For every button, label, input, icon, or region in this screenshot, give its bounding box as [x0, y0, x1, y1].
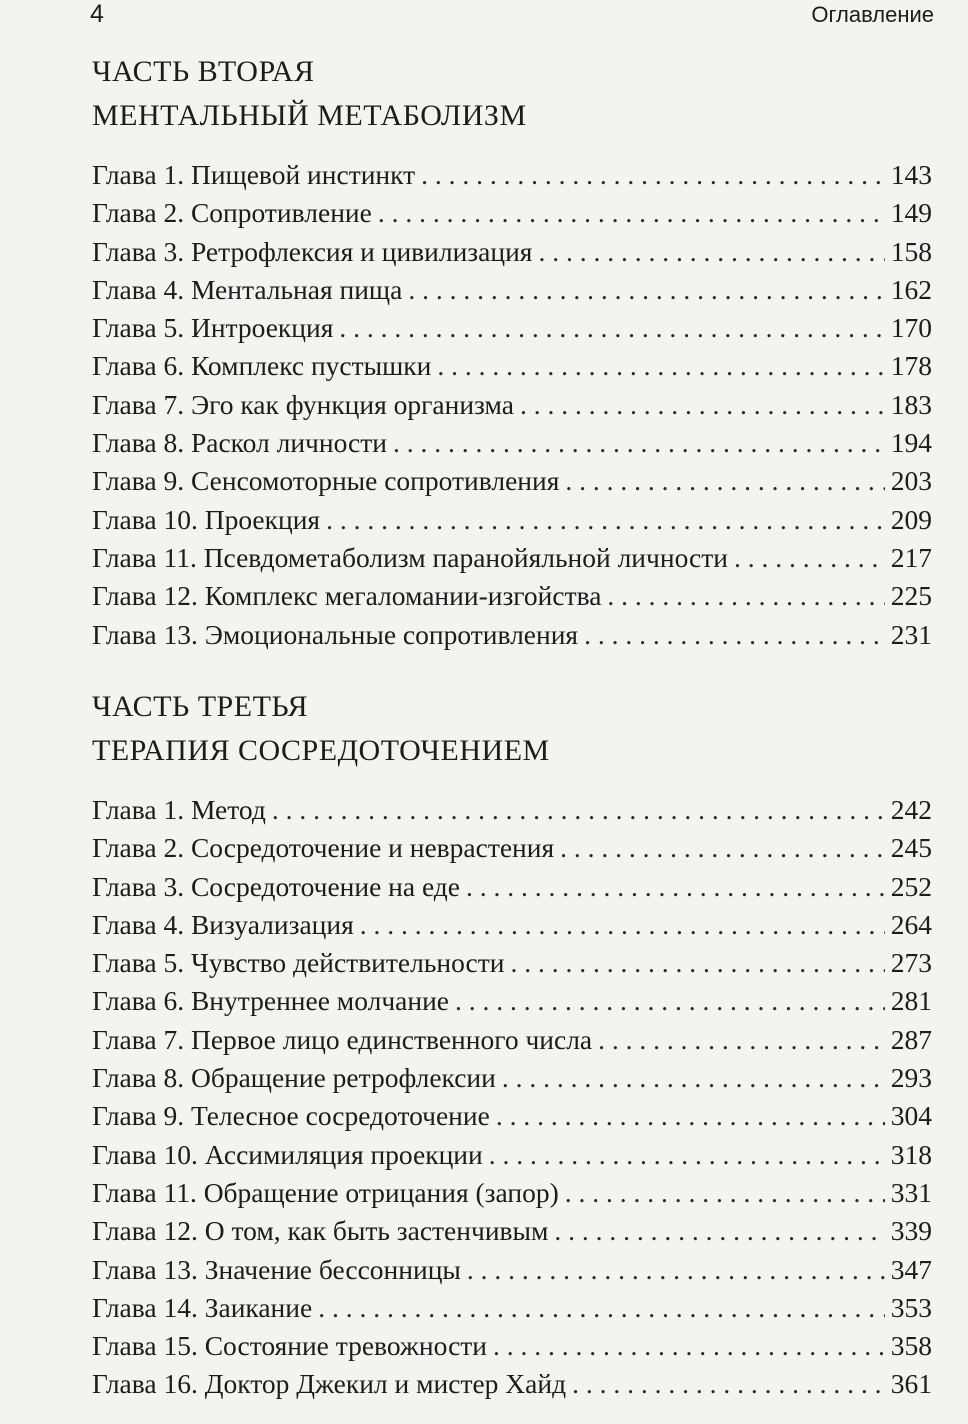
chapter-title: Глава 8. Раскол личности: [92, 427, 387, 459]
running-head: Оглавление: [811, 2, 934, 27]
dot-leader: [272, 791, 885, 829]
chapter-title: Глава 7. Первое лицо единственного числа: [92, 1023, 593, 1055]
chapter-page-number: 170: [890, 312, 932, 344]
chapter-title: Глава 5. Чувство действительности: [92, 947, 505, 979]
chapter-page-number: 217: [890, 541, 932, 573]
dot-leader: [318, 1289, 885, 1327]
toc-entry: [92, 1365, 932, 1403]
dot-leader: [565, 1174, 885, 1212]
chapter-page-number: 358: [890, 1330, 932, 1362]
toc-entry: [92, 906, 932, 944]
page-header: [0, 0, 968, 34]
toc-list: [92, 156, 932, 654]
toc-entry: [92, 233, 932, 271]
chapter-page-number: 353: [890, 1291, 932, 1323]
part-subtitle: МЕНТАЛЬНЫЙ МЕТАБОЛИЗМ: [92, 99, 527, 132]
toc-entry: [92, 1097, 932, 1135]
toc-entry: [92, 501, 932, 539]
chapter-title: Глава 14. Заикание: [92, 1291, 313, 1323]
chapter-page-number: 281: [890, 985, 932, 1017]
toc-entry: [92, 616, 932, 654]
dot-leader: [607, 577, 884, 615]
dot-leader: [493, 1327, 885, 1365]
chapter-page-number: 273: [890, 947, 932, 979]
dot-leader: [520, 386, 885, 424]
toc-entry: [92, 271, 932, 309]
chapter-title: Глава 9. Сенсомоторные сопротивления: [92, 465, 560, 497]
chapter-title: Глава 16. Доктор Джекил и мистер Хайд: [92, 1368, 567, 1400]
chapter-page-number: 158: [890, 235, 932, 267]
dot-leader: [421, 156, 885, 194]
chapter-page-number: 361: [890, 1368, 932, 1400]
toc-entry: [92, 424, 932, 462]
chapter-page-number: 194: [890, 427, 932, 459]
dot-leader: [326, 501, 885, 539]
chapter-title: Глава 1. Метод: [92, 794, 266, 825]
chapter-title: Глава 4. Ментальная пища: [92, 273, 403, 305]
toc-entry: [92, 539, 932, 577]
chapter-title: Глава 15. Состояние тревожности: [92, 1330, 488, 1362]
dot-leader: [560, 829, 885, 867]
chapter-title: Глава 6. Комплекс пустышки: [92, 350, 432, 382]
toc-entry: [92, 1251, 932, 1289]
toc-entry: [92, 982, 932, 1020]
dot-leader: [360, 906, 885, 944]
chapter-title: Глава 10. Проекция: [92, 503, 321, 535]
chapter-title: Глава 1. Пищевой инстинкт: [92, 159, 416, 190]
toc-entry: [92, 462, 932, 500]
toc-entry: [92, 1174, 932, 1212]
chapter-title: Глава 2. Сопротивление: [92, 197, 372, 229]
chapter-page-number: 178: [890, 350, 932, 382]
toc-entry: [92, 309, 932, 347]
chapter-page-number: 252: [890, 870, 932, 902]
dot-leader: [538, 233, 884, 271]
dot-leader: [455, 982, 885, 1020]
chapter-page-number: 209: [890, 503, 932, 535]
chapter-page-number: 203: [890, 465, 932, 497]
dot-leader: [510, 944, 884, 982]
chapter-page-number: 347: [890, 1253, 932, 1285]
toc-entry: [92, 386, 932, 424]
chapter-page-number: 318: [890, 1138, 932, 1170]
dot-leader: [598, 1021, 885, 1059]
dot-leader: [584, 616, 885, 654]
chapter-title: Глава 11. Псевдометаболизм паранойяльной личности: [92, 541, 728, 573]
chapter-page-number: 339: [890, 1215, 932, 1247]
dot-leader: [565, 462, 884, 500]
chapter-page-number: 162: [890, 273, 932, 305]
toc-entry: [92, 1136, 932, 1174]
part-three: [92, 685, 932, 1404]
chapter-title: Глава 10. Ассимиляция проекции: [92, 1138, 483, 1170]
dot-leader: [393, 424, 885, 462]
chapter-page-number: 331: [890, 1176, 932, 1208]
page-number: 4: [90, 0, 104, 28]
chapter-title: Глава 13. Эмоциональные сопротивления: [92, 618, 579, 650]
toc-list: [92, 791, 932, 1404]
chapter-page-number: 304: [890, 1100, 932, 1132]
toc-entry: [92, 156, 932, 194]
dot-leader: [437, 347, 884, 385]
chapter-title: Глава 12. Комплекс мегаломании-изгойства: [92, 580, 602, 612]
toc-entry: [92, 944, 932, 982]
chapter-page-number: 183: [890, 388, 932, 420]
chapter-page-number: 143: [890, 159, 932, 190]
part-title: ЧАСТЬ ТРЕТЬЯ: [92, 690, 309, 723]
chapter-page-number: 264: [890, 908, 932, 940]
toc-entry: [92, 829, 932, 867]
toc-entry: [92, 1289, 932, 1327]
toc-entry: [92, 791, 932, 829]
dot-leader: [502, 1059, 885, 1097]
chapter-title: Глава 9. Телесное сосредоточение: [92, 1100, 490, 1132]
toc-entry: [92, 868, 932, 906]
chapter-title: Глава 13. Значение бессонницы: [92, 1253, 461, 1285]
part-two: [92, 50, 932, 654]
toc-entry: [92, 1059, 932, 1097]
dot-leader: [467, 1251, 885, 1289]
dot-leader: [408, 271, 884, 309]
chapter-title: Глава 8. Обращение ретрофлексии: [92, 1062, 496, 1094]
dot-leader: [734, 539, 885, 577]
toc-entry: [92, 194, 932, 232]
dot-leader: [466, 868, 885, 906]
chapter-page-number: 149: [890, 197, 932, 229]
dot-leader: [572, 1365, 885, 1403]
toc-entry: [92, 347, 932, 385]
dot-leader: [378, 194, 885, 232]
dot-leader: [489, 1136, 885, 1174]
chapter-title: Глава 12. О том, как быть застенчивым: [92, 1215, 549, 1247]
chapter-page-number: 287: [890, 1023, 932, 1055]
part-subtitle: ТЕРАПИЯ СОСРЕДОТОЧЕНИЕМ: [92, 734, 550, 767]
toc-entry: [92, 1212, 932, 1250]
dot-leader: [339, 309, 884, 347]
toc-entry: [92, 1327, 932, 1365]
part-title: ЧАСТЬ ВТОРАЯ: [92, 55, 315, 88]
chapter-page-number: 293: [890, 1062, 932, 1094]
chapter-title: Глава 4. Визуализация: [92, 908, 354, 940]
chapter-page-number: 245: [890, 832, 932, 864]
chapter-title: Глава 11. Обращение отрицания (запор): [92, 1176, 559, 1208]
chapter-title: Глава 5. Интроекция: [92, 312, 334, 344]
chapter-title: Глава 6. Внутреннее молчание: [92, 985, 449, 1017]
dot-leader: [554, 1212, 884, 1250]
chapter-page-number: 242: [890, 794, 932, 825]
chapter-title: Глава 3. Ретрофлексия и цивилизация: [92, 235, 533, 267]
chapter-page-number: 231: [890, 618, 932, 650]
dot-leader: [496, 1097, 885, 1135]
toc-entry: [92, 1021, 932, 1059]
chapter-title: Глава 2. Сосредоточение и неврастения: [92, 832, 555, 864]
chapter-page-number: 225: [890, 580, 932, 612]
chapter-title: Глава 7. Эго как функция организма: [92, 388, 514, 420]
chapter-title: Глава 3. Сосредоточение на еде: [92, 870, 461, 902]
toc-entry: [92, 577, 932, 615]
